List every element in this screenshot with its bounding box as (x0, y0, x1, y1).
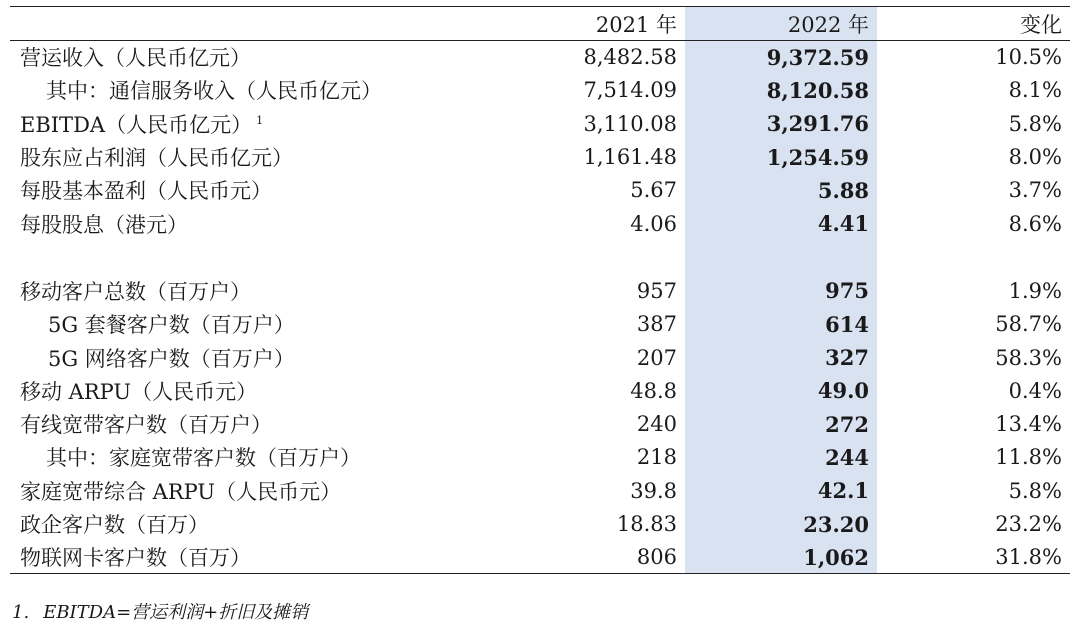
cell-change: 8.1% (1008, 78, 1062, 103)
cell-2022: 49.0 (685, 374, 877, 407)
cell-2021: 5.67 (630, 178, 677, 203)
row-label: 其中：家庭宽带客户数（百万户） (46, 446, 361, 471)
table-body (10, 41, 1070, 574)
cell-2022: 42.1 (685, 474, 877, 507)
cell-2021: 387 (636, 312, 677, 337)
cell-change: 13.4% (995, 412, 1062, 437)
spacer-cell (505, 240, 685, 274)
cell-change: 8.0% (1008, 145, 1062, 170)
row-label: 其中：通信服务收入（人民币亿元） (46, 79, 382, 104)
cell-2022: 3,291.76 (685, 107, 877, 140)
table-row (10, 507, 1070, 540)
cell-change: 8.6% (1008, 211, 1062, 236)
cell-2021: 8,482.58 (583, 45, 677, 70)
row-label: 物联网卡客户数（百万） (10, 541, 505, 574)
results-table-container (10, 6, 1070, 574)
row-label: 股东应占利润（人民币亿元） (20, 146, 293, 171)
table-row (10, 74, 1070, 107)
row-label: EBITDA（人民币亿元） (20, 112, 253, 137)
cell-change: 3.7% (1008, 178, 1062, 203)
table-row (10, 341, 1070, 374)
footnote-number: 1. (12, 602, 30, 623)
cell-2022: 9,372.59 (685, 41, 877, 74)
row-label: 营运收入（人民币亿元） (20, 46, 251, 71)
cell-2021: 18.83 (616, 512, 677, 536)
cell-2021: 4.06 (630, 211, 677, 236)
cell-2021: 3,110.08 (583, 111, 677, 136)
footnote-text: EBITDA=营运利润+折旧及摊销 (43, 602, 309, 623)
row-label: 5G 套餐客户数（百万户） (48, 313, 295, 338)
cell-change: 5.8% (1008, 478, 1062, 503)
cell-2022: 23.20 (685, 507, 877, 540)
table-row (10, 174, 1070, 207)
cell-2022: 1,062 (685, 541, 877, 574)
header-row (10, 7, 1070, 41)
footnote (12, 598, 308, 624)
row-label: 政企客户数（百万） (20, 513, 209, 537)
cell-2022: 327 (685, 341, 877, 374)
spacer-row (10, 240, 1070, 274)
row-label: 移动 ARPU（人民币元） (20, 379, 258, 404)
row-label: 每股基本盈利（人民币元） (20, 179, 272, 204)
row-label: 5G 网络客户数（百万户） (48, 346, 295, 371)
results-table (10, 6, 1070, 574)
table-header (10, 7, 1070, 41)
cell-change: 11.8% (995, 445, 1062, 470)
cell-2021: 7,514.09 (583, 78, 677, 103)
cell-2022: 1,254.59 (685, 140, 877, 173)
cell-2021: 218 (636, 445, 677, 470)
cell-2022: 975 (685, 274, 877, 307)
spacer-cell-highlight (685, 240, 877, 274)
table-row (10, 308, 1070, 341)
cell-2021: 806 (505, 541, 685, 574)
table-row (10, 107, 1070, 140)
table-row (10, 541, 1070, 574)
footnote-marker: 1 (256, 113, 264, 127)
cell-2021: 240 (636, 412, 677, 437)
header-2021: 2021 年 (505, 7, 685, 41)
row-label: 移动客户总数（百万户） (20, 279, 251, 304)
cell-change: 58.7% (995, 312, 1062, 337)
cell-change: 23.2% (995, 512, 1062, 536)
table-row (10, 140, 1070, 173)
cell-2021: 1,161.48 (583, 145, 677, 170)
cell-change: 58.3% (995, 345, 1062, 370)
cell-2021: 48.8 (630, 378, 677, 403)
cell-2022: 272 (685, 407, 877, 440)
header-change: 变化 (877, 7, 1070, 41)
cell-2022: 244 (685, 441, 877, 474)
cell-2022: 4.41 (685, 207, 877, 240)
row-label: 家庭宽带综合 ARPU（人民币元） (20, 479, 342, 504)
table-row (10, 207, 1070, 240)
cell-2021: 207 (636, 345, 677, 370)
table-row (10, 474, 1070, 507)
row-label-cell (10, 107, 505, 140)
cell-change: 1.9% (1008, 278, 1062, 303)
table-row (10, 274, 1070, 307)
cell-2022: 8,120.58 (685, 74, 877, 107)
table-row (10, 41, 1070, 74)
row-label: 有线宽带客户数（百万户） (20, 413, 272, 438)
header-label (10, 7, 505, 41)
cell-2021: 39.8 (630, 478, 677, 503)
table-row (10, 407, 1070, 440)
cell-2022: 5.88 (685, 174, 877, 207)
cell-2022: 614 (685, 308, 877, 341)
cell-2021: 957 (636, 278, 677, 303)
spacer-cell (877, 240, 1070, 274)
header-2022: 2022 年 (685, 7, 877, 41)
spacer-cell (10, 240, 505, 274)
cell-change: 5.8% (1008, 111, 1062, 136)
cell-change: 0.4% (1008, 378, 1062, 403)
cell-change: 31.8% (877, 541, 1070, 574)
row-label: 每股股息（港元） (20, 212, 188, 237)
table-row (10, 441, 1070, 474)
table-row (10, 374, 1070, 407)
cell-change: 10.5% (995, 45, 1062, 70)
